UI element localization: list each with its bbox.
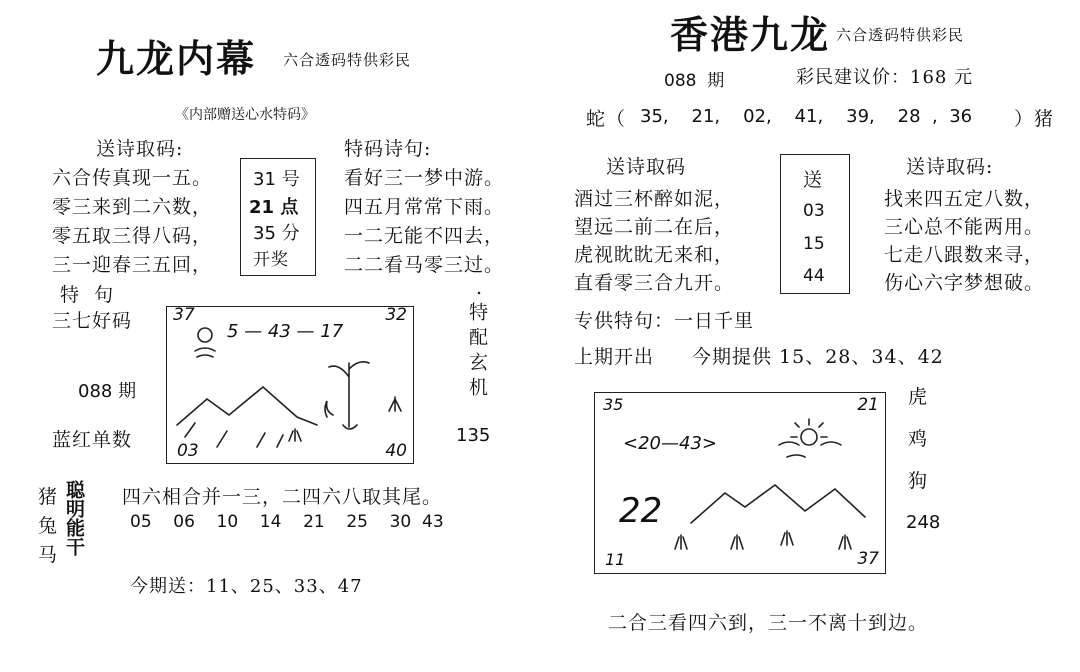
left-right-number: 135 bbox=[456, 425, 491, 446]
right-subtitle: 六合透码特供彩民 bbox=[836, 26, 965, 44]
left-poem-line: 零三来到二六数， bbox=[52, 196, 213, 218]
snake-number: 41, bbox=[794, 106, 824, 127]
animal-rabbit: 兔 bbox=[38, 515, 59, 537]
zodiac-dog: 狗 bbox=[908, 470, 929, 492]
sketch-number-bl: 11 bbox=[605, 550, 626, 569]
today-numbers: 今期送：11、25、33、47 bbox=[130, 576, 363, 597]
right-poem-right-line: 三心总不能两用。 bbox=[884, 216, 1045, 238]
snake-number: 02, bbox=[743, 106, 772, 127]
sketch-handwritten-big-number: 22 bbox=[619, 491, 663, 531]
pig-label: ）猪 bbox=[1014, 108, 1055, 130]
sketch-drawing bbox=[167, 307, 413, 463]
draw-number: 31 号 bbox=[253, 169, 300, 190]
gift-label: 送 bbox=[803, 169, 824, 191]
sketch-number-bl: 03 bbox=[177, 441, 199, 461]
animal-horse: 马 bbox=[38, 544, 59, 566]
right-side-number: 248 bbox=[906, 512, 941, 533]
snake-number: 36 bbox=[949, 106, 973, 127]
snake-number: 21, bbox=[691, 106, 721, 127]
zodiac-tiger: 虎 bbox=[908, 386, 929, 408]
right-title: 香港九龙 bbox=[670, 12, 831, 57]
panel-divider bbox=[540, 0, 542, 672]
left-poem-line: 六合传真现一五。 bbox=[52, 167, 213, 189]
draw-hour: 21 点 bbox=[249, 197, 299, 218]
gift-number: 03 bbox=[803, 201, 825, 221]
right-sketch-box bbox=[594, 392, 886, 574]
number-item: 10 bbox=[216, 512, 239, 532]
special-heading: 特 句 bbox=[60, 284, 115, 306]
special-line: 专供特句：一日千里 bbox=[574, 310, 755, 332]
snake-number: 28 bbox=[897, 106, 921, 127]
good-numbers-label: 三七好码 bbox=[52, 310, 133, 332]
sketch-number-tr: 32 bbox=[385, 305, 407, 325]
this-issue-numbers: 今期提供 15、28、34、42 bbox=[692, 346, 944, 368]
animal-pig: 猪 bbox=[38, 486, 59, 508]
sketch-drawing bbox=[595, 393, 885, 573]
sketch-number-br: 40 bbox=[385, 441, 407, 461]
right-poem-left-line: 望远二前二在后， bbox=[574, 216, 735, 238]
right-poem-left-heading: 送诗取码 bbox=[606, 156, 687, 178]
sketch-number-tr: 21 bbox=[857, 395, 879, 415]
left-draw-time-box bbox=[240, 158, 316, 276]
right-poem-right-heading: 送诗取码: bbox=[906, 156, 994, 178]
special-mystery-column: 特配玄机 bbox=[466, 302, 488, 402]
draw-label: 开奖 bbox=[253, 250, 289, 270]
number-item: 06 bbox=[173, 512, 195, 532]
snake-separator: , bbox=[932, 106, 938, 127]
snake-label: 蛇（ bbox=[586, 108, 627, 130]
number-item: 21 bbox=[303, 512, 325, 532]
right-panel bbox=[540, 0, 1080, 672]
right-issue: 088 期 bbox=[664, 71, 725, 91]
sketch-number-tl: 37 bbox=[173, 305, 195, 325]
number-item: 30 bbox=[389, 512, 412, 532]
recommended-numbers bbox=[130, 512, 444, 532]
last-issue-label: 上期开出 bbox=[574, 346, 655, 368]
left-subtitle: 六合透码特供彩民 bbox=[283, 51, 412, 69]
right-poem-line: 二二看马零三过。 bbox=[344, 254, 505, 276]
right-poem-heading: 特码诗句: bbox=[344, 138, 432, 160]
snake-numbers bbox=[640, 106, 972, 127]
gift-number: 15 bbox=[803, 234, 825, 254]
right-poem-line: 四五月常常下雨。 bbox=[344, 196, 505, 218]
number-item: 25 bbox=[346, 512, 368, 532]
right-poem-right-line: 伤心六字梦想破。 bbox=[884, 272, 1045, 294]
snake-number: 39, bbox=[846, 106, 875, 127]
sketch-handwritten-numbers: 5 — 43 — 17 bbox=[227, 321, 344, 342]
zodiac-rooster: 鸡 bbox=[908, 428, 929, 450]
left-poem-heading: 送诗取码: bbox=[96, 138, 184, 160]
number-item: 43 bbox=[422, 512, 444, 532]
gift-number: 44 bbox=[803, 266, 825, 286]
left-sketch-box bbox=[166, 306, 414, 464]
right-poem-left-line: 直看零三合九开。 bbox=[574, 272, 735, 294]
sketch-number-tl: 35 bbox=[603, 395, 624, 414]
color-hint-label: 蓝红单数 bbox=[52, 429, 133, 451]
bottom-poem: 二合三看四六到，三一不离十到边。 bbox=[608, 612, 929, 634]
right-poem-left-line: 酒过三杯醉如泥， bbox=[574, 188, 735, 210]
right-poem-line: 一二无能不四去， bbox=[344, 225, 505, 247]
right-poem-left-line: 虎视眈眈无来和， bbox=[574, 244, 735, 266]
right-gift-box bbox=[780, 154, 850, 294]
sketch-number-br: 37 bbox=[857, 549, 879, 569]
number-item: 05 bbox=[130, 512, 152, 532]
issue-label: 088 期 bbox=[78, 381, 137, 402]
right-poem-right-line: 找来四五定八数， bbox=[884, 188, 1045, 210]
combination-hint: 四六相合并一三，二四六八取其尾。 bbox=[122, 486, 443, 508]
left-poem-line: 零五取三得八码， bbox=[52, 225, 213, 247]
suggested-price: 彩民建议价：168 元 bbox=[796, 67, 974, 88]
smart-capable-column: 聪明能干 bbox=[63, 480, 85, 556]
left-title: 九龙内幕 bbox=[96, 36, 257, 81]
sketch-handwritten-range: <20—43> bbox=[623, 433, 717, 454]
dot-mark: . bbox=[476, 277, 484, 299]
draw-minute: 35 分 bbox=[253, 223, 300, 244]
number-item: 14 bbox=[259, 512, 282, 532]
right-poem-right-line: 七走八跟数来寻， bbox=[884, 244, 1045, 266]
left-banner: 《内部赠送心水特码》 bbox=[175, 107, 315, 123]
snake-number: 35, bbox=[640, 106, 669, 127]
left-poem-line: 三一迎春三五回， bbox=[52, 254, 213, 276]
right-poem-line: 看好三一梦中游。 bbox=[344, 167, 505, 189]
